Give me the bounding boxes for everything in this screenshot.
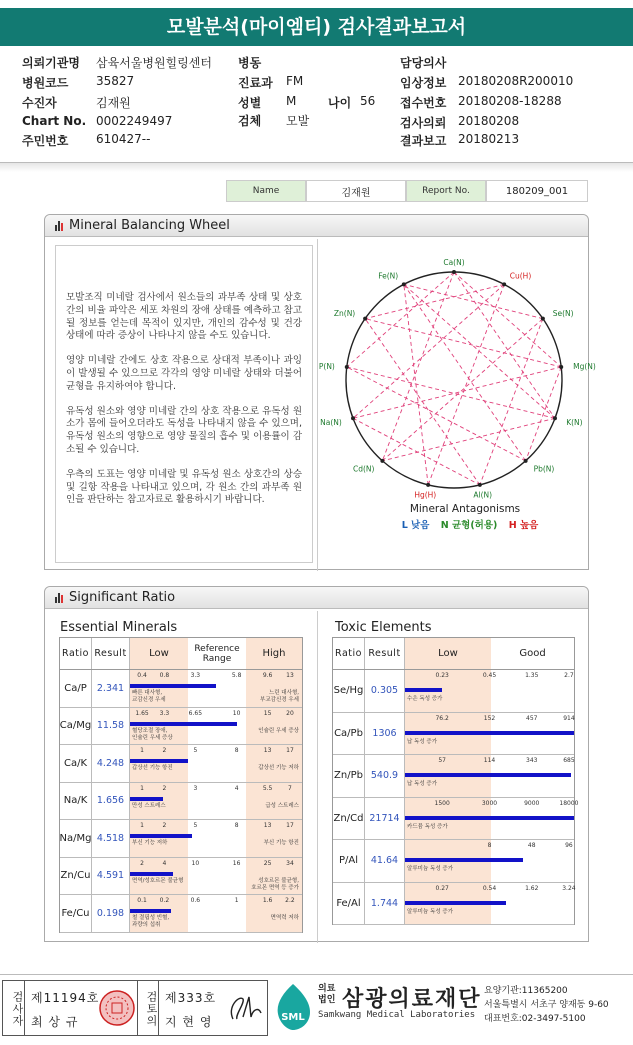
wheel-node-dot <box>452 270 456 274</box>
note-right: 성호르몬 불균형, 호르몬 면역 등 증가 <box>251 877 299 891</box>
description-paragraph: 모발조직 미네랄 검사에서 원소들의 과부족 상태 및 상호간의 비율 파악은 세포 차원의 장애 상태를 예측하고 참고될 정보를 얻는데 목적이 있지만, 개인의 감수성 및 건강 상태에 따라 증상이 나타나지 않을 수도 있습니다. <box>66 292 302 342</box>
tick-label: 1 <box>140 784 144 792</box>
tick-label: 3.3 <box>159 709 170 717</box>
tick-label: 0.1 <box>137 897 147 904</box>
wheel-node-label: Ca(N) <box>443 258 465 267</box>
note: 납 독성 증가 <box>407 738 438 745</box>
high-zone <box>246 783 302 820</box>
note-left: 부신 기능 저하 <box>132 840 168 846</box>
tick-label: 1 <box>234 897 239 904</box>
rrn-value: 610427-- <box>96 132 151 146</box>
note-left: 갑상선 기능 항진 <box>132 765 173 771</box>
tick-label: 0.4 <box>137 672 147 679</box>
tick-label: 2.2 <box>285 897 295 904</box>
ward-label: 병동 <box>238 56 262 70</box>
tick-label: 5 <box>193 822 198 829</box>
tick-label: 17 <box>286 822 294 829</box>
ratio-header: Ratio <box>60 638 92 669</box>
tick-label: 2 <box>162 747 167 754</box>
description-paragraph: 유독성 원소와 영양 미네랄 간의 상호 작용으로 유독성 원소가 몸에 들어오더라도 독성을 나타내지 않을 수 있으며, 유독성 원소의 영향으로 영양 물질의 흡수 및 이용률이 감소될 수 있습니다. <box>66 405 302 455</box>
clinical-value: 20180208R200010 <box>458 74 574 88</box>
ratio-name: Fe/Cu <box>60 895 92 932</box>
wheel-node-dot <box>478 483 482 487</box>
note-left: 만성 스트레스 <box>132 802 166 809</box>
wheel-node-dot <box>541 317 545 321</box>
request-label: 검사의뢰 <box>400 116 447 130</box>
tick-label: 5.5 <box>262 784 273 792</box>
rrn-label: 주민번호 <box>22 134 69 148</box>
note-right: 인슐린 우세 증상 <box>258 727 299 734</box>
tick-label: 1 <box>140 822 144 829</box>
ratio-panel-title: Significant Ratio <box>69 590 176 605</box>
high-header: High <box>246 638 302 669</box>
reviewer-name: 지 현 영 <box>165 1015 213 1029</box>
tick-label: 685 <box>563 757 575 764</box>
antagonism-line <box>353 418 480 485</box>
tick-label: 15 <box>263 709 272 717</box>
ratio-name: Zn/Pb <box>333 755 365 797</box>
tick-label: 4 <box>234 784 239 792</box>
note-right: 면역력 저하 <box>270 915 299 921</box>
ratio-bar <box>130 759 188 763</box>
inspector-name: 최 상 규 <box>31 1015 79 1029</box>
reviewer-no: 제333호 <box>165 991 217 1005</box>
patient-label: 수진자 <box>22 96 57 110</box>
sml-logo <box>272 982 314 1032</box>
ratio-bar <box>405 688 442 692</box>
note-right: 갑상선 기능 저하 <box>258 765 299 771</box>
dept-label: 진료과 <box>238 76 273 90</box>
note-left: 철 결핍성 빈혈, 과량의 섭취 <box>132 915 170 928</box>
tick-label: 6.65 <box>188 709 203 717</box>
description-paragraph: 우측의 도표는 영양 미네랄 및 유독성 원소 상호간의 상승 및 길항 작용을 나타내고 있으며, 각 원소 간의 과부족 원인을 판단하는 참고자료로 활용하시기 바랍니다. <box>66 468 302 506</box>
tick-label: 10 <box>232 709 241 717</box>
ratio-row <box>333 840 574 883</box>
tick-label: 7 <box>288 784 292 792</box>
tick-label: 1.65 <box>135 709 149 717</box>
tick-label: 8 <box>234 747 239 754</box>
specimen-value: 모발 <box>286 114 310 128</box>
bar-chart-icon <box>55 592 63 603</box>
ratio-row <box>333 798 579 841</box>
ratio-row <box>60 670 302 708</box>
ratio-result: 1.656 <box>92 783 130 820</box>
description-paragraph: 영양 미네랄 간에도 상호 작용으로 상대적 부족이나 과잉이 발생될 수 있으므로 각각의 영양 미네랄 상태와 더불어 균형을 유지하여야 합니다. <box>66 355 302 392</box>
bar-chart-icon <box>55 220 63 231</box>
age-label: 나이 <box>328 96 352 110</box>
tick-label: 4 <box>162 859 167 867</box>
receipt-value: 20180208-18288 <box>458 94 562 108</box>
org-address: 서울특별시 서초구 양재동 9-60 <box>484 1000 609 1010</box>
wheel-node-dot <box>402 282 406 286</box>
tick-label: 48 <box>527 842 536 849</box>
tick-label: 3.3 <box>190 672 201 679</box>
tick-label: 96 <box>565 842 573 849</box>
name-row <box>226 180 588 202</box>
note: 카드뮴 독성 증가 <box>407 823 448 830</box>
ratio-name: Zn/Cu <box>60 858 92 895</box>
ratio-result: 4.591 <box>92 858 130 895</box>
tick-label: 3 <box>193 784 198 792</box>
chart-label: Chart No. <box>22 114 87 128</box>
code-value: 35827 <box>96 74 135 88</box>
ratio-result: 4.518 <box>92 820 130 857</box>
ratio-row <box>60 708 302 746</box>
tick-label: 13 <box>263 822 272 829</box>
sex-label: 성별 <box>238 96 262 110</box>
inspector-label: 검사자 <box>3 981 25 1035</box>
ratio-result: 1.744 <box>365 883 405 925</box>
low-zone <box>130 745 188 782</box>
wheel-panel <box>44 214 596 570</box>
note-left: 혈당조절 장애, 인슐린 우세 증상 <box>132 727 173 741</box>
tick-label: 3000 <box>481 799 498 807</box>
ratio-bar <box>405 731 574 735</box>
toxic-header <box>333 638 574 670</box>
tick-label: 3.24 <box>562 884 576 892</box>
tick-label: 9.6 <box>262 672 273 679</box>
wheel-node-label: P(N) <box>318 361 335 371</box>
ref-header: Reference Range <box>194 643 240 664</box>
wheel-node-label: Cd(N) <box>352 464 375 474</box>
name-header: Name <box>226 180 306 202</box>
wheel-node-dot <box>345 365 349 369</box>
antagonism-line <box>480 319 543 485</box>
wheel-node-label: Al(N) <box>473 490 493 500</box>
tick-label: 76.2 <box>435 714 449 722</box>
org-prefix: 의료법인 <box>318 984 336 1005</box>
tick-label: 18000 <box>559 799 579 807</box>
age-value: 56 <box>360 94 376 108</box>
mineral-wheel-svg <box>318 255 596 505</box>
signature-mark <box>225 989 265 1027</box>
wheel-node-dot <box>502 282 506 286</box>
tick-label: 10 <box>191 859 200 867</box>
mineral-wheel <box>318 255 596 508</box>
ratio-bar <box>130 684 216 688</box>
patient-value: 김재원 <box>96 96 131 110</box>
tick-label: 57 <box>438 757 446 764</box>
wheel-description <box>55 245 313 563</box>
result-header: Result <box>365 638 405 669</box>
hospital-label: 의뢰기관명 <box>22 56 80 70</box>
name-value: 김재원 <box>306 180 406 202</box>
antagonism-line <box>454 272 555 418</box>
tick-label: 2.7 <box>564 672 574 679</box>
clinical-label: 임상정보 <box>400 76 447 90</box>
tick-label: 1.6 <box>262 897 273 904</box>
wheel-node-label: Cu(H) <box>509 271 532 281</box>
legend-normal: N 균형(허용) <box>440 520 498 531</box>
tick-label: 457 <box>526 714 538 722</box>
specimen-label: 검체 <box>238 114 262 128</box>
tick-label: 13 <box>286 672 294 679</box>
wheel-node-dot <box>559 365 563 369</box>
low-zone <box>130 783 188 820</box>
wheel-panel-header <box>45 215 588 237</box>
note-left: 면역/성호르몬 불균형 <box>132 877 184 884</box>
tick-label: 343 <box>526 757 538 764</box>
note: 납 독성 증가 <box>407 781 438 787</box>
seal-stamp <box>97 987 137 1029</box>
sex-value: M <box>286 94 297 108</box>
wheel-node-label: Zn(N) <box>333 308 356 318</box>
legend-low: L 낮음 <box>401 520 430 531</box>
antagonism-line <box>404 284 555 418</box>
ratio-panel-header <box>45 587 588 609</box>
result-header: Result <box>92 638 130 669</box>
doctor-label: 담당의사 <box>400 56 447 70</box>
tick-label: 0.8 <box>159 672 170 679</box>
antagonism-line <box>365 284 504 318</box>
ratio-name: Ca/Mg <box>60 708 92 745</box>
ratio-name: Fe/Al <box>333 883 365 925</box>
org-name: 삼광의료재단 <box>342 987 482 1012</box>
wheel-node-label: Fe(N) <box>378 271 399 281</box>
ratio-name: Ca/P <box>60 670 92 707</box>
report-no-value: 180209_001 <box>486 180 588 202</box>
essential-header <box>60 638 302 670</box>
tick-label: 8 <box>487 842 492 849</box>
chart-value: 0002249497 <box>96 114 173 128</box>
legend-title: Mineral Antagonisms <box>409 503 521 515</box>
tick-label: 152 <box>483 714 496 722</box>
tick-label: 25 <box>263 859 272 867</box>
ratio-result: 2.341 <box>92 670 130 707</box>
tick-label: 114 <box>483 757 496 764</box>
logo-text: SML <box>281 1012 305 1023</box>
ratio-bar <box>130 722 237 726</box>
note-right: 느린 대사형, 부교감신경 우세 <box>260 690 299 703</box>
low-header: Low <box>130 638 188 669</box>
tick-label: 8 <box>234 822 239 829</box>
org-phone: 대표번호:02-3497-5100 <box>484 1014 586 1024</box>
tick-label: 2 <box>140 859 144 867</box>
note: 알루미늄 독성 증가 <box>407 908 454 915</box>
ratio-name: P/Al <box>333 840 365 882</box>
good-header: Good <box>519 648 546 659</box>
tick-label: 2 <box>162 784 167 792</box>
tick-label: 0.27 <box>435 884 449 892</box>
note-right: 부신 기능 항진 <box>263 840 299 846</box>
tick-label: 1.35 <box>525 672 539 679</box>
wheel-node-label: Mg(N) <box>573 361 596 371</box>
note: 수은 독성 증가 <box>407 696 443 702</box>
toxic-table <box>332 637 579 925</box>
antagonism-line <box>353 284 504 418</box>
wheel-node-label: Na(N) <box>320 417 342 427</box>
request-value: 20180208 <box>458 114 520 128</box>
header-separator <box>0 162 633 172</box>
note-left: 빠른 대사형, 교감신경 우세 <box>132 690 166 703</box>
antagonism-line <box>353 367 561 418</box>
ratio-row <box>333 713 574 756</box>
tick-label: 17 <box>286 747 294 754</box>
ratio-row <box>60 858 302 896</box>
code-label: 병원코드 <box>22 76 69 90</box>
toxic-title: Toxic Elements <box>335 620 432 635</box>
tick-label: 1.62 <box>525 884 539 892</box>
hospital-value: 삼육서울병원힐링센터 <box>96 56 212 70</box>
note: 알루미늄 독성 증가 <box>407 866 454 872</box>
ratio-bar <box>405 773 571 777</box>
tick-label: 914 <box>563 714 575 722</box>
org-contact <box>484 984 609 1026</box>
ratio-result: 11.58 <box>92 708 130 745</box>
low-zone <box>130 820 188 857</box>
ratio-result: 4.248 <box>92 745 130 782</box>
wheel-node-dot <box>363 317 367 321</box>
ratio-bar <box>405 901 506 905</box>
antagonism-line <box>382 319 542 461</box>
inspector-no: 제11194호 <box>31 991 100 1005</box>
wheel-node-dot <box>553 416 557 420</box>
ratio-row <box>60 745 302 783</box>
tick-label: 1 <box>140 747 144 754</box>
dept-value: FM <box>286 74 304 88</box>
ratio-row <box>333 670 574 713</box>
ratio-bar <box>130 834 192 838</box>
antagonism-line <box>347 367 555 418</box>
ratio-bar <box>130 797 163 801</box>
wheel-node-label: K(N) <box>566 417 583 427</box>
ratio-name: Zn/Cd <box>333 798 365 840</box>
tick-label: 5.8 <box>231 672 242 679</box>
ratio-name: Na/Mg <box>60 820 92 857</box>
ratio-row <box>333 755 574 798</box>
antagonism-line <box>365 319 561 367</box>
footer-separator <box>0 974 633 975</box>
wheel-node-dot <box>380 459 384 463</box>
tick-label: 34 <box>286 859 294 867</box>
report-value: 20180213 <box>458 132 520 146</box>
wheel-legend <box>380 517 560 531</box>
tick-label: 0.2 <box>159 897 170 904</box>
report-title: 모발분석(마이엠티) 검사결과보고서 <box>0 8 633 46</box>
ratio-row <box>333 883 574 926</box>
ratio-name: Ca/Pb <box>333 713 365 755</box>
report-no-header: Report No. <box>406 180 486 202</box>
ratio-bar <box>130 909 171 913</box>
wheel-node-dot <box>426 483 430 487</box>
ratio-result: 41.64 <box>365 840 405 882</box>
ratio-bar <box>130 872 173 876</box>
ratio-row <box>60 820 302 858</box>
wheel-circle <box>346 272 562 488</box>
tick-label: 5 <box>193 747 198 754</box>
report-label: 결과보고 <box>400 134 447 148</box>
ratio-name: Na/K <box>60 783 92 820</box>
wheel-node-label: Hg(H) <box>414 490 437 500</box>
low-zone <box>130 858 188 895</box>
tick-label: 20 <box>286 709 294 717</box>
ratio-result: 0.198 <box>92 895 130 932</box>
ratio-header: Ratio <box>333 638 365 669</box>
tick-label: 16 <box>232 859 241 867</box>
tick-label: 0.6 <box>190 897 201 904</box>
legend-high: H 높음 <box>508 520 539 531</box>
org-english: Samkwang Medical Laboratories <box>318 1010 476 1020</box>
antagonism-line <box>404 284 543 318</box>
tick-label: 1500 <box>434 799 450 807</box>
antagonism-line <box>428 284 504 484</box>
tick-label: 0.54 <box>482 884 497 892</box>
tick-label: 0.23 <box>435 672 449 679</box>
ratio-row <box>60 895 302 933</box>
wheel-node-label: Pb(N) <box>533 464 555 474</box>
tick-label: 13 <box>263 747 272 754</box>
ratio-panel <box>44 586 589 942</box>
tick-label: 0.45 <box>482 672 497 679</box>
essential-table <box>59 637 303 933</box>
ratio-bar <box>405 858 523 862</box>
signature-box <box>2 980 268 1036</box>
wheel-node-dot <box>351 416 355 420</box>
essential-title: Essential Minerals <box>60 620 178 635</box>
note-right: 급성 스트레스 <box>265 802 299 809</box>
panel-divider <box>317 239 318 571</box>
ratio-name: Se/Hg <box>333 670 365 712</box>
antagonism-line <box>382 418 555 461</box>
ratio-result: 0.305 <box>365 670 405 712</box>
antagonism-line <box>347 367 526 461</box>
ratio-result: 21714 <box>365 798 405 840</box>
org-code: 요양기관:11365200 <box>484 986 568 996</box>
receipt-label: 접수번호 <box>400 96 447 110</box>
tick-label: 9000 <box>524 799 540 807</box>
ratio-result: 540.9 <box>365 755 405 797</box>
ratio-row <box>60 783 302 821</box>
wheel-node-label: Se(N) <box>552 308 574 318</box>
ratio-bar <box>405 816 574 820</box>
tick-label: 2 <box>162 822 167 829</box>
ratio-result: 1306 <box>365 713 405 755</box>
panel-divider <box>317 611 318 943</box>
reviewer-label: 검토의 <box>137 981 159 1035</box>
report-footer <box>0 980 633 1040</box>
wheel-panel-title: Mineral Balancing Wheel <box>69 218 230 233</box>
ratio-name: Ca/K <box>60 745 92 782</box>
wheel-node-dot <box>524 459 528 463</box>
low-header: Low <box>405 638 491 669</box>
